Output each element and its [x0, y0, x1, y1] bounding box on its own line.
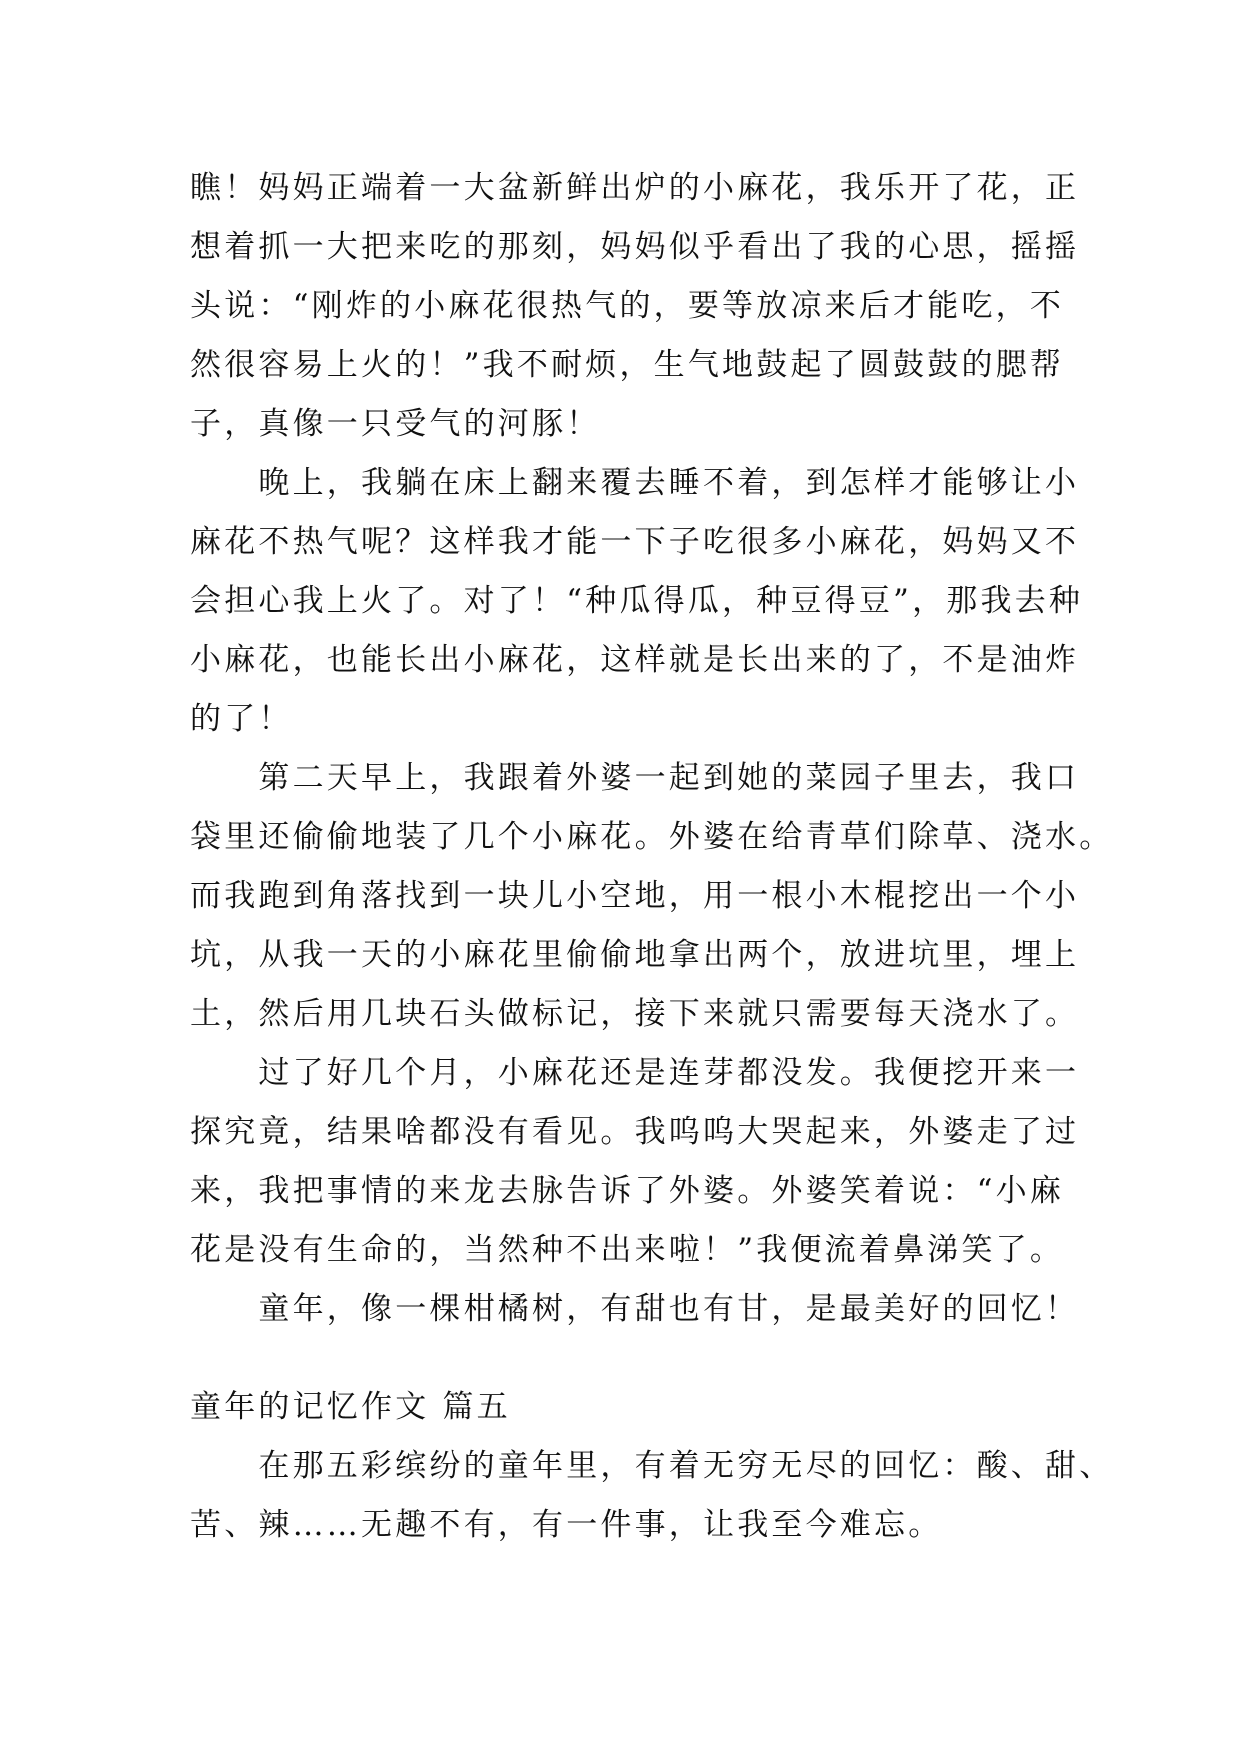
paragraph-line: 在那五彩缤纷的童年里，有着无穷无尽的回忆：酸、甜、 [190, 1448, 1114, 1484]
paragraph-line: 麻花不热气呢？这样我才能一下子吃很多小麻花，妈妈又不 [190, 524, 1080, 560]
paragraph-line: 想着抓一大把来吃的那刻，妈妈似乎看出了我的心思，摇摇 [190, 229, 1080, 265]
paragraph-line: 然很容易上火的！”我不耐烦，生气地鼓起了圆鼓鼓的腮帮 [190, 347, 1065, 383]
paragraph-line: 而我跑到角落找到一块儿小空地，用一根小木棍挖出一个小 [190, 878, 1080, 914]
paragraph-line: 来，我把事情的来龙去脉告诉了外婆。外婆笑着说：“小麻 [190, 1173, 1065, 1209]
paragraph-line: 坑，从我一天的小麻花里偷偷地拿出两个，放进坑里，埋上 [190, 937, 1080, 973]
paragraph-line: 过了好几个月，小麻花还是连芽都没发。我便挖开来一 [190, 1055, 1080, 1091]
paragraph-line: 探究竟，结果啥都没有看见。我呜呜大哭起来，外婆走了过 [190, 1114, 1080, 1150]
paragraph-line: 土，然后用几块石头做标记，接下来就只需要每天浇水了。 [190, 996, 1080, 1032]
paragraph-line: 苦、辣……无趣不有，有一件事，让我至今难忘。 [190, 1507, 943, 1543]
paragraph-line: 子，真像一只受气的河豚！ [190, 406, 601, 442]
paragraph-line: 袋里还偷偷地装了几个小麻花。外婆在给青草们除草、浇水。 [190, 819, 1114, 855]
paragraph-line: 童年，像一棵柑橘树，有甜也有甘，是最美好的回忆！ [190, 1291, 1080, 1327]
paragraph-line: 头说：“刚炸的小麻花很热气的，要等放凉来后才能吃，不 [190, 288, 1065, 324]
paragraph-line: 第二天早上，我跟着外婆一起到她的菜园子里去，我口 [190, 760, 1080, 796]
paragraph-line: 晚上，我躺在床上翻来覆去睡不着，到怎样才能够让小 [190, 465, 1080, 501]
paragraph-line: 小麻花，也能长出小麻花，这样就是长出来的了，不是油炸 [190, 642, 1080, 678]
section-heading: 童年的记忆作文 篇五 [190, 1389, 511, 1425]
paragraph-line: 会担心我上火了。对了！“种瓜得瓜，种豆得豆”，那我去种 [190, 583, 1084, 619]
paragraph-line: 花是没有生命的，当然种不出来啦！”我便流着鼻涕笑了。 [190, 1232, 1065, 1268]
paragraph-line: 的了！ [190, 701, 293, 737]
paragraph-line: 瞧！妈妈正端着一大盆新鲜出炉的小麻花，我乐开了花，正 [190, 170, 1080, 206]
